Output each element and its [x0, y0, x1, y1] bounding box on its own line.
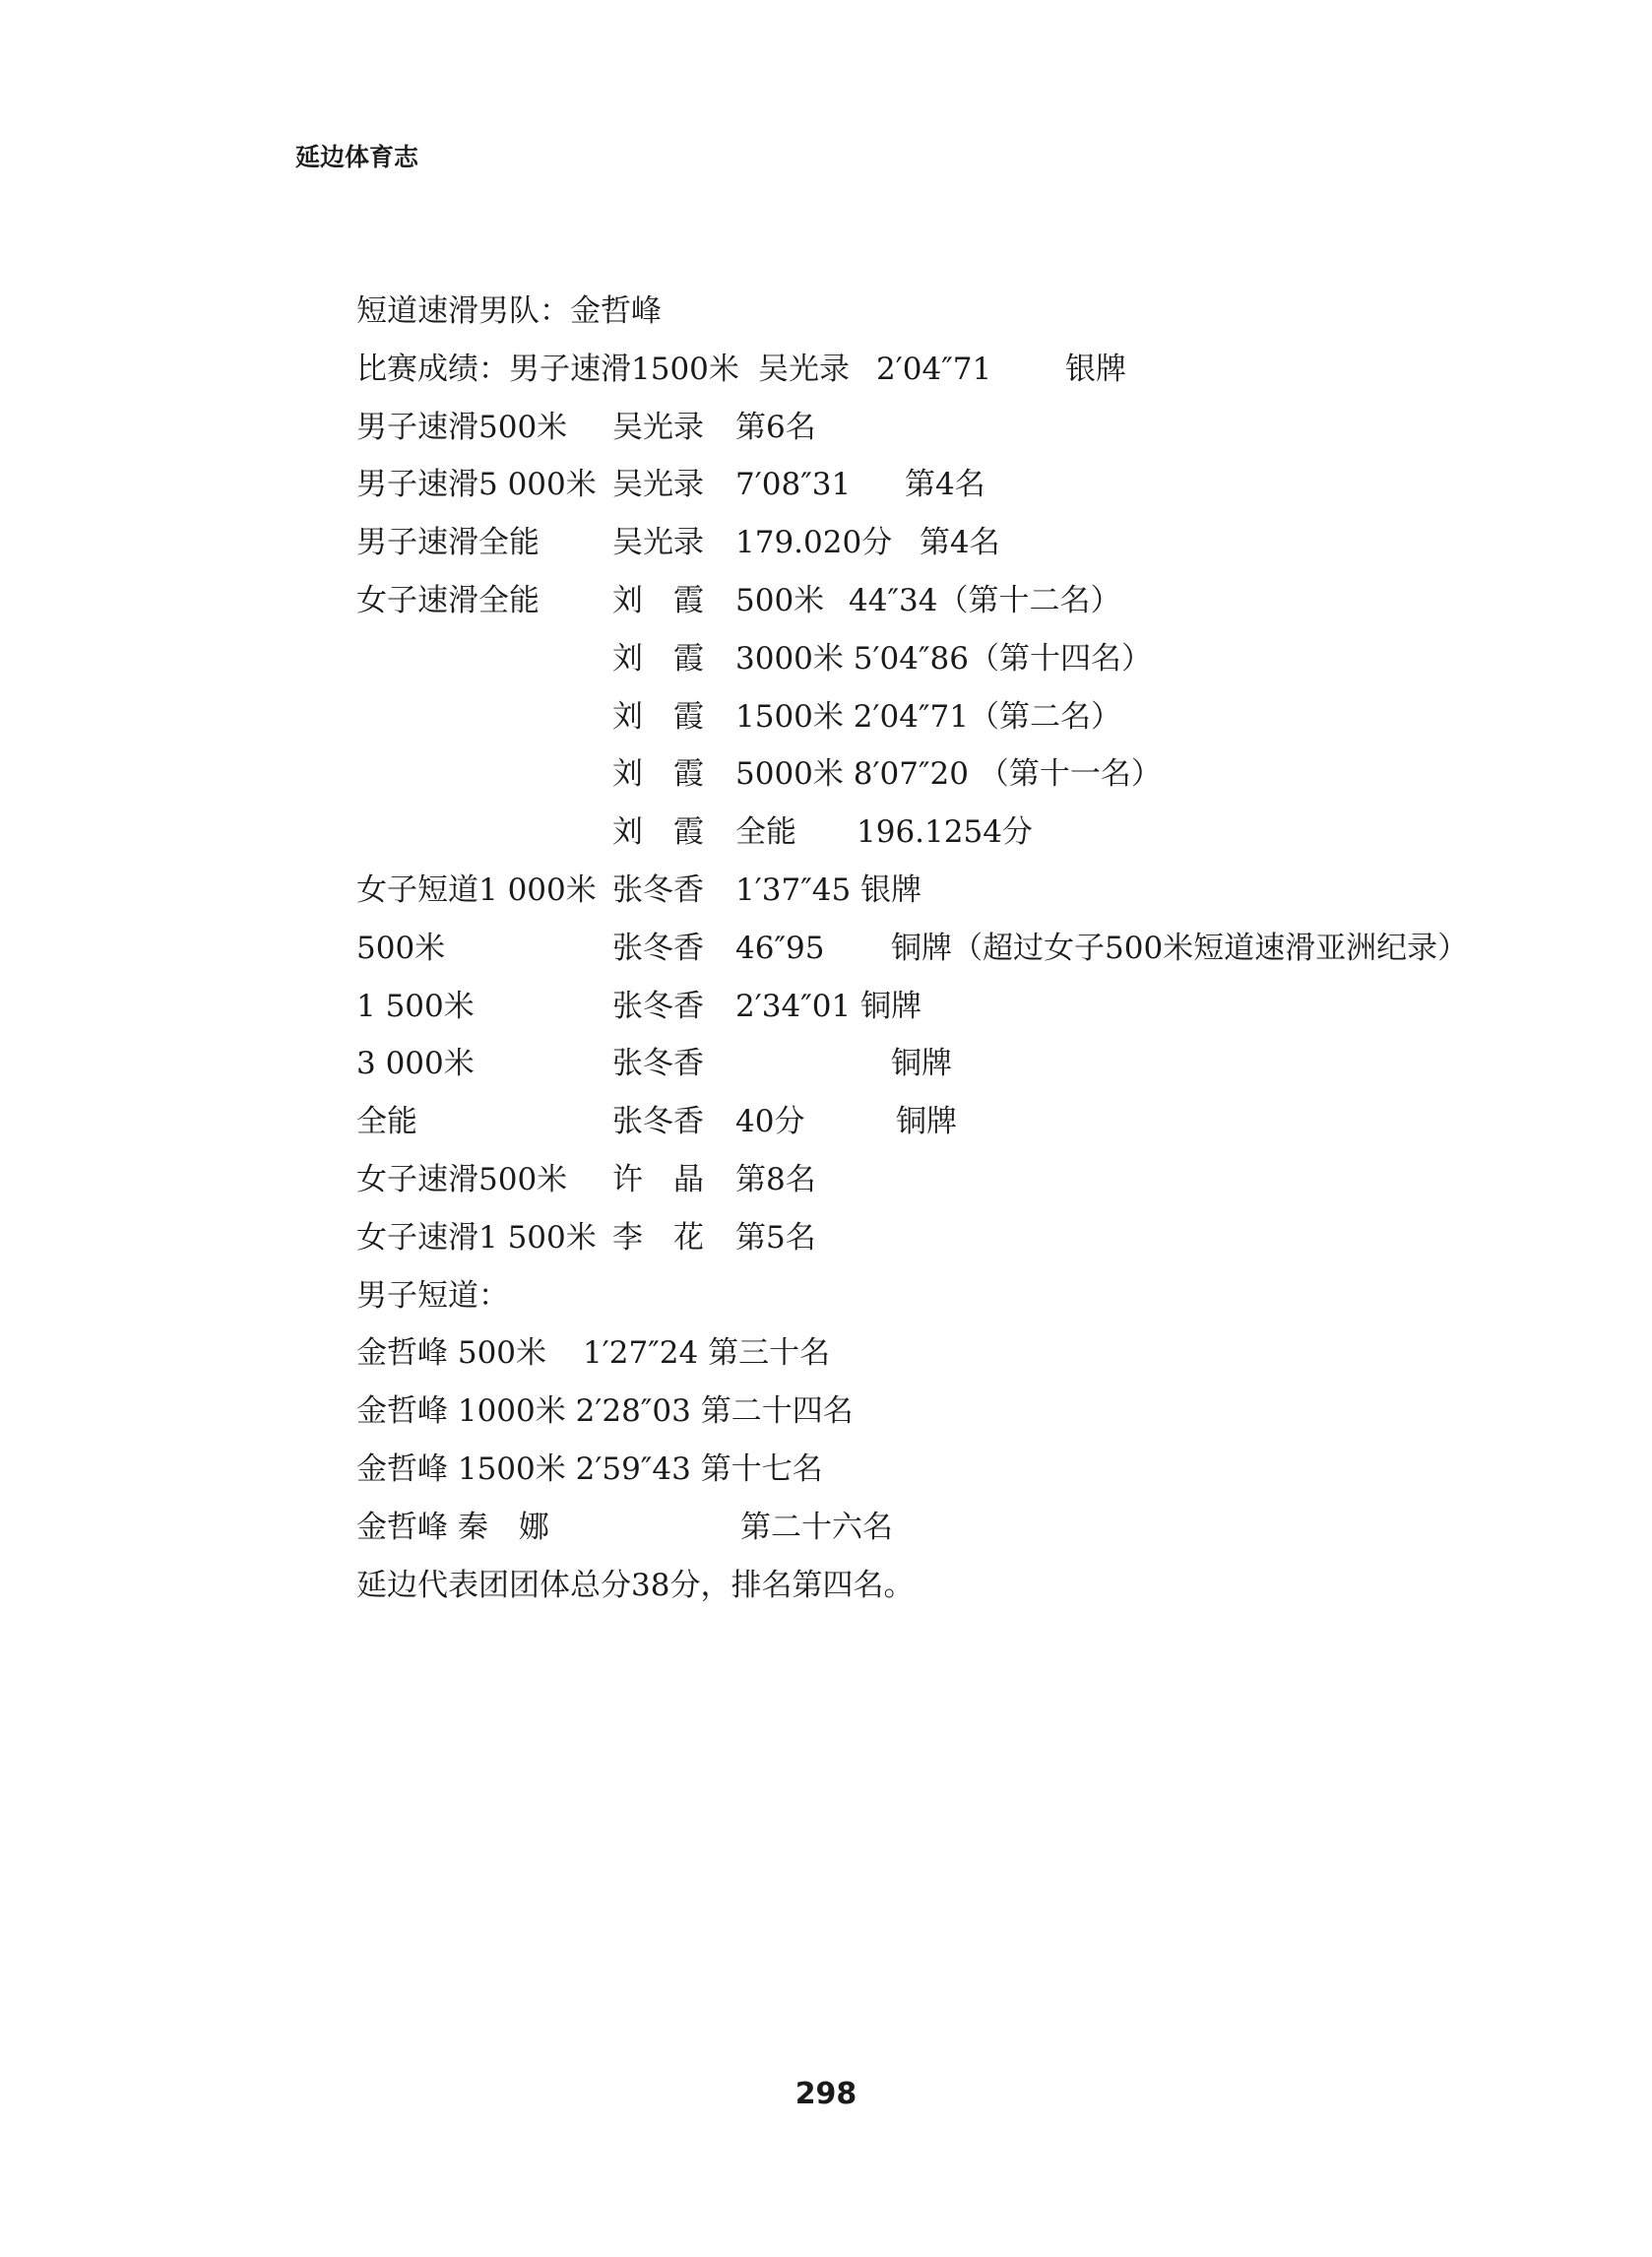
athlete-name: 张冬香	[612, 930, 704, 966]
result-rank: 第5名	[735, 1219, 816, 1256]
event-label: 1 500米	[356, 988, 475, 1024]
result-rank: 第二十六名	[740, 1509, 893, 1545]
result-detail: 1′37″45 银牌	[735, 871, 922, 908]
result-medal: 铜牌（超过女子500米短道速滑亚洲纪录）	[891, 930, 1469, 966]
text-line	[356, 291, 1577, 350]
distance: 500米	[735, 582, 825, 618]
athlete-name: 吴光录	[612, 409, 704, 445]
event-label: 男子速滑500米	[356, 409, 568, 445]
event-label: 500米	[356, 930, 446, 966]
athlete-name: 张冬香	[612, 1046, 704, 1082]
result-rank: 第8名	[735, 1161, 816, 1197]
result-detail: 5000米 8′07″20 （第十一名）	[735, 756, 1162, 793]
event-label: 女子短道1 000米	[356, 871, 597, 908]
text-line	[356, 812, 1577, 871]
result-time: 44″34（第十二名）	[849, 582, 1121, 618]
event-label: 女子速滑1 500米	[356, 1219, 597, 1256]
text-line	[356, 465, 1577, 523]
text-line	[356, 1044, 1577, 1102]
result-detail: 2′34″01 铜牌	[735, 988, 922, 1024]
result-time: 46″95	[735, 930, 825, 966]
athlete-name: 刘 霞	[612, 814, 704, 851]
team-line: 短道速滑男队：金哲峰	[356, 293, 662, 329]
event-label: 全能	[735, 814, 796, 851]
body-text	[356, 291, 1577, 1623]
athlete-name: 刘 霞	[612, 698, 704, 735]
text-line	[356, 1160, 1577, 1218]
result-rank: 第4名	[905, 467, 985, 503]
result-score: 40分	[735, 1104, 805, 1140]
result-rank: 第6名	[735, 409, 816, 445]
text-line	[356, 1333, 1577, 1391]
text-line	[356, 350, 1577, 408]
running-head: 延边体育志	[295, 143, 419, 171]
result-score: 179.020分	[735, 525, 893, 561]
event-label: 男子速滑全能	[356, 525, 540, 561]
athlete-name: 吴光录	[612, 525, 704, 561]
text-line	[356, 1391, 1577, 1450]
result-detail: 1500米 2′04″71（第二名）	[735, 698, 1121, 735]
athlete-name: 张冬香	[612, 988, 704, 1024]
event-label: 3 000米	[356, 1046, 475, 1082]
event-label: 比赛成绩：男子速滑1500米	[356, 351, 739, 387]
athlete-pair: 金哲峰 秦 娜	[356, 1509, 549, 1545]
event-label: 男子速滑5 000米	[356, 467, 597, 503]
text-line	[356, 1218, 1577, 1276]
event-label: 全能	[356, 1104, 417, 1140]
text-line	[356, 754, 1577, 812]
result-score: 196.1254分	[857, 814, 1033, 851]
result-time: 2′04″71	[876, 351, 992, 387]
text-line	[356, 1450, 1577, 1508]
athlete-name: 张冬香	[612, 871, 704, 908]
summary-line: 延边代表团团体总分38分，排名第四名。	[356, 1567, 915, 1603]
text-line	[356, 408, 1577, 466]
athlete-name: 李 花	[612, 1219, 704, 1256]
text-line	[356, 639, 1577, 697]
athlete-name: 吴光录	[612, 467, 704, 503]
athlete-name: 吴光录	[758, 351, 850, 387]
result-medal: 铜牌	[891, 1046, 952, 1082]
result-detail: 1′27″24 第三十名	[583, 1335, 831, 1372]
athlete-name: 刘 霞	[612, 756, 704, 793]
section-label: 男子短道：	[356, 1277, 509, 1314]
text-line	[356, 1566, 1577, 1624]
event-label: 女子速滑全能	[356, 582, 540, 618]
event-label: 女子速滑500米	[356, 1161, 568, 1197]
text-line	[356, 697, 1577, 755]
athlete-result: 金哲峰 1500米 2′59″43 第十七名	[356, 1451, 823, 1487]
text-line	[356, 929, 1577, 987]
athlete-event: 金哲峰 500米	[356, 1335, 547, 1372]
athlete-name: 张冬香	[612, 1104, 704, 1140]
result-medal: 铜牌	[896, 1104, 957, 1140]
text-line	[356, 1276, 1577, 1334]
text-line	[356, 871, 1577, 929]
athlete-result: 金哲峰 1000米 2′28″03 第二十四名	[356, 1393, 854, 1430]
result-rank: 第4名	[920, 525, 1000, 561]
athlete-name: 许 晶	[612, 1161, 704, 1197]
result-rank: 银牌	[1065, 351, 1126, 387]
result-time: 7′08″31	[735, 467, 852, 503]
text-line	[356, 581, 1577, 639]
text-line	[356, 987, 1577, 1045]
result-detail: 3000米 5′04″86（第十四名）	[735, 640, 1152, 677]
athlete-name: 刘 霞	[612, 582, 704, 618]
page-number: 298	[794, 2077, 858, 2111]
text-line	[356, 523, 1577, 581]
text-line	[356, 1102, 1577, 1160]
athlete-name: 刘 霞	[612, 640, 704, 677]
text-line	[356, 1508, 1577, 1566]
